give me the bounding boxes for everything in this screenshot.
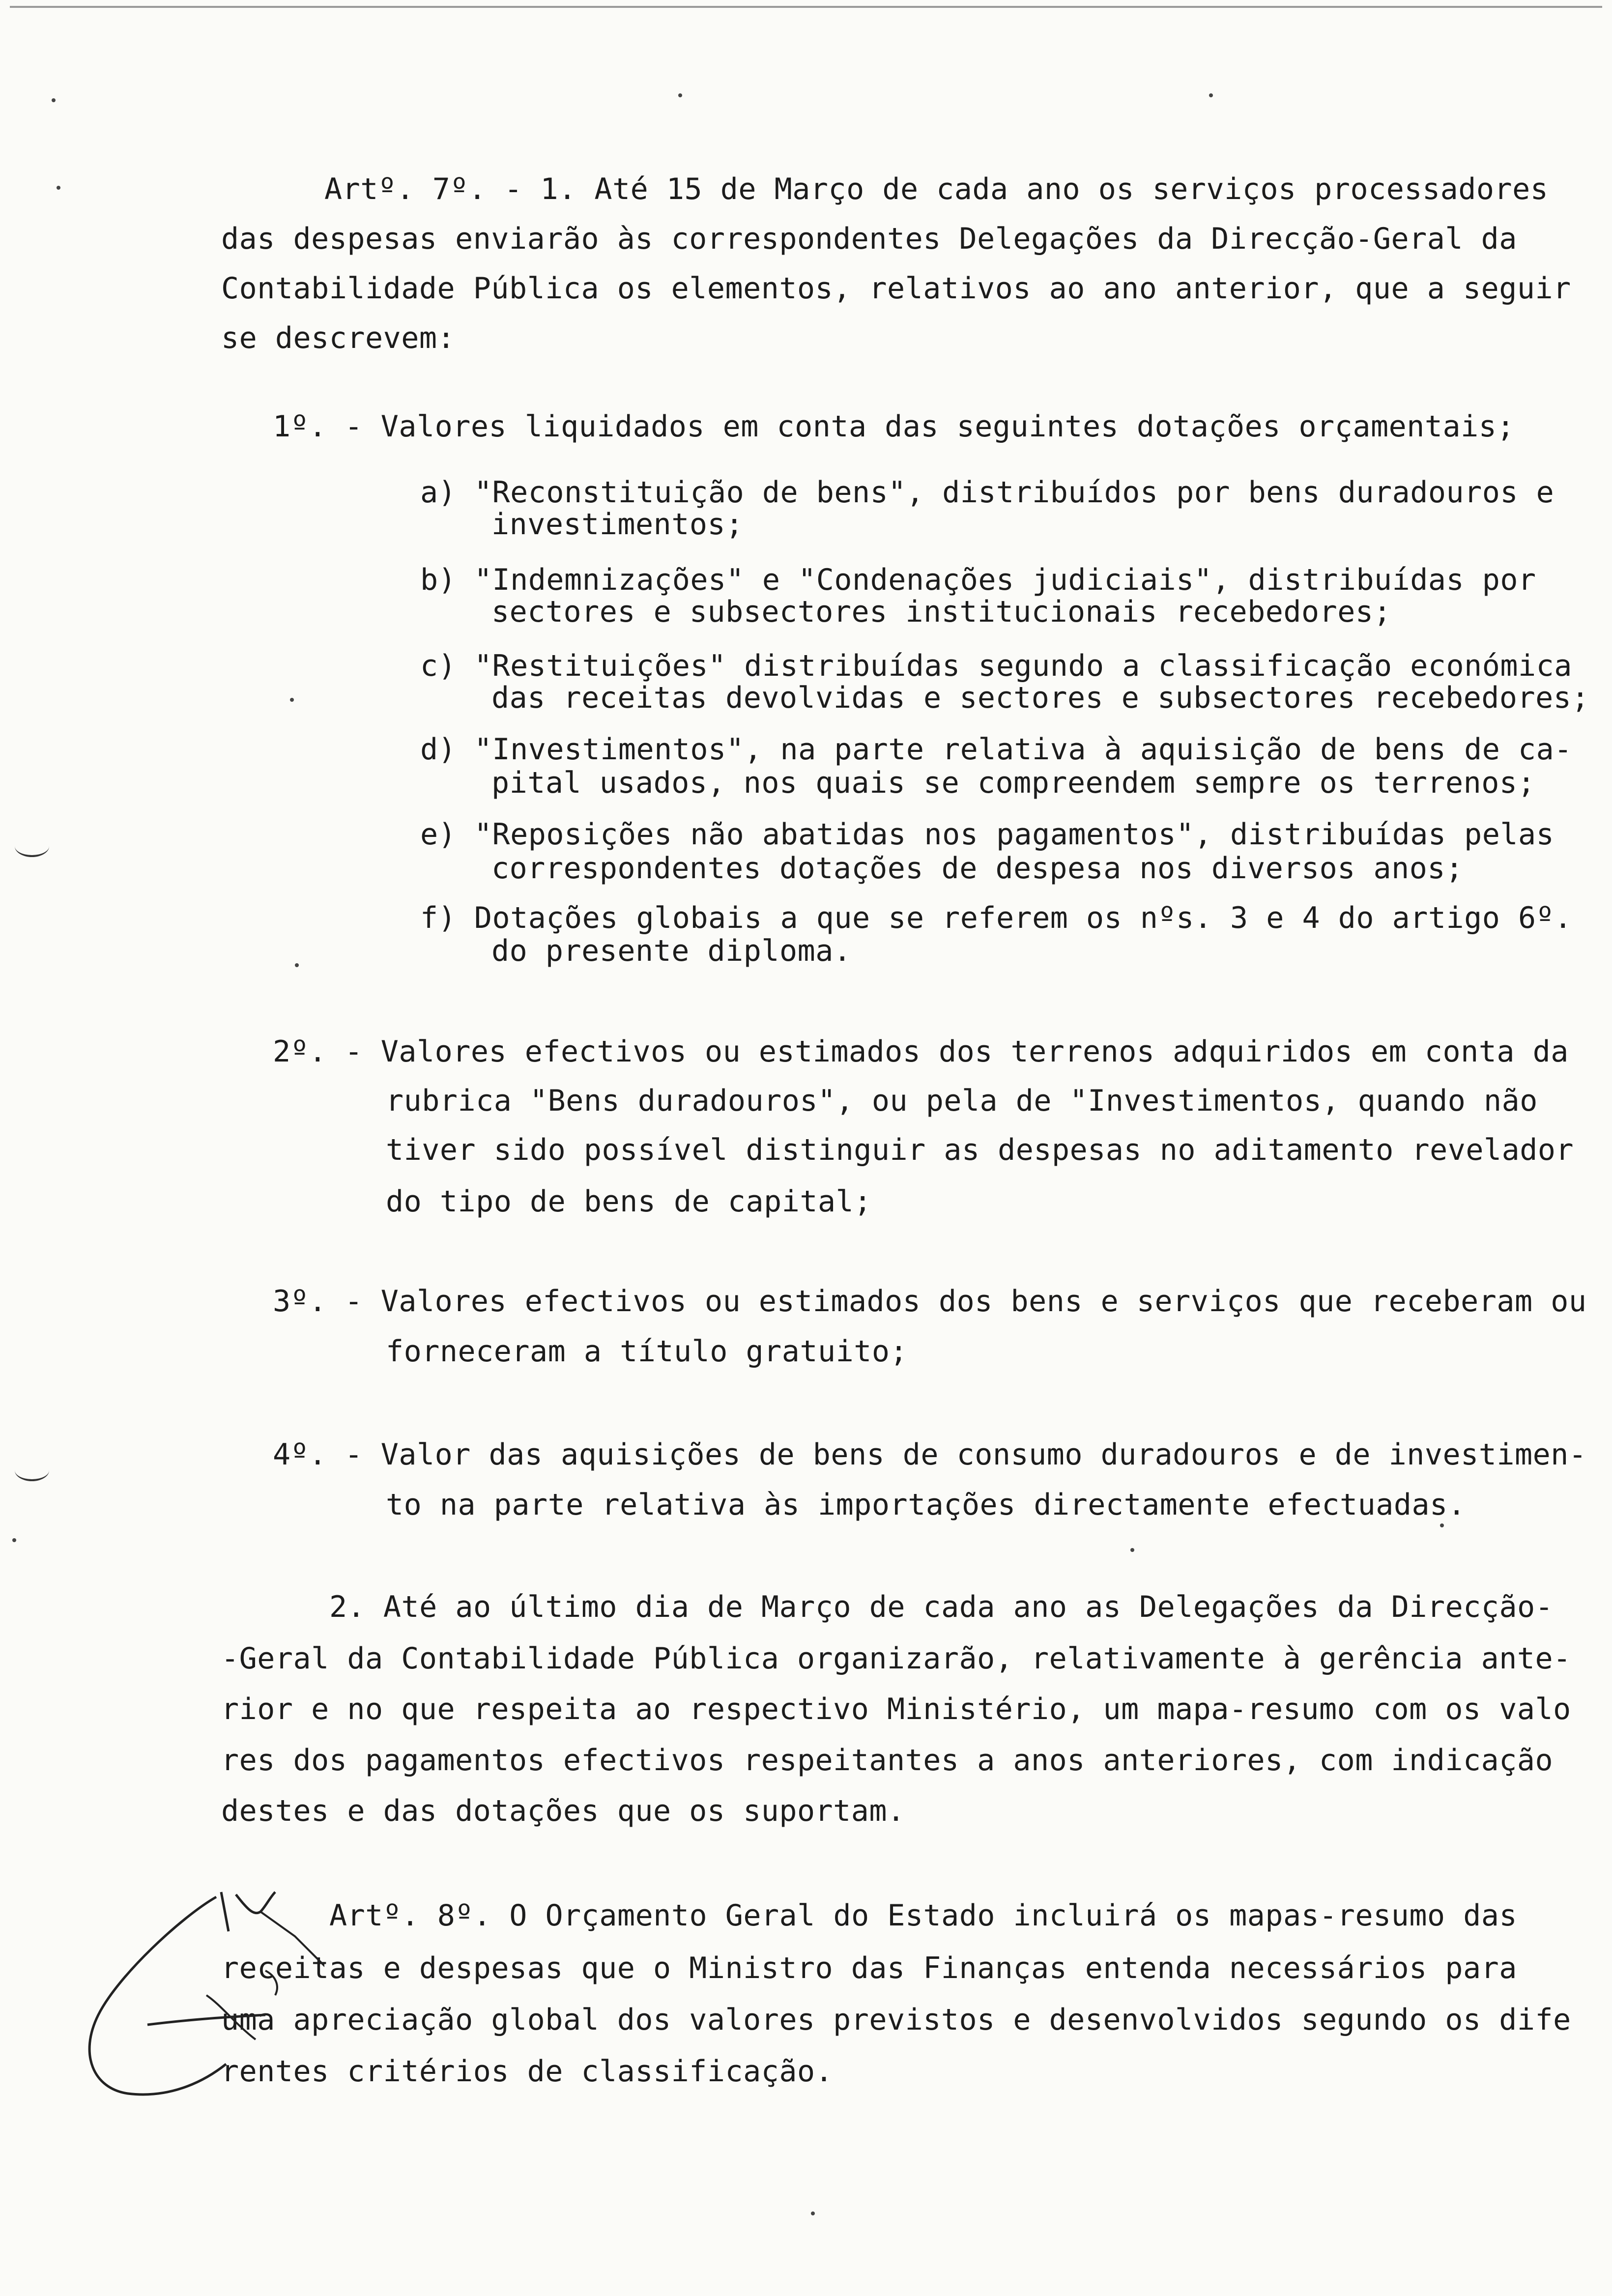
item-3-line-1: 3º. - Valores efectivos ou estimados dos bens e serviços que receberam ou: [273, 1284, 1587, 1319]
top-rule: [10, 6, 1602, 8]
subitem-f-line-2: do presente diploma.: [491, 934, 852, 968]
scan-speck: [57, 186, 60, 190]
margin-mark: [15, 1460, 49, 1481]
para-2-line-2: -Geral da Contabilidade Pública organizarão, relativamente à gerência ante-: [221, 1641, 1571, 1676]
item-4-line-1: 4º. - Valor das aquisições de bens de consumo duradouros e de investimen-: [273, 1437, 1587, 1472]
item-2-line-1: 2º. - Valores efectivos ou estimados dos terrenos adquiridos em conta da: [273, 1034, 1569, 1069]
scan-speck: [295, 963, 299, 967]
art8-line-4: rentes critérios de classificação.: [221, 2054, 834, 2089]
item-2-line-2: rubrica "Bens duradouros", ou pela de "Investimentos, quando não: [386, 1084, 1538, 1118]
art8-line-1: Artº. 8º. O Orçamento Geral do Estado incluirá os mapas-resumo das: [329, 1898, 1518, 1933]
scan-speck: [290, 698, 294, 702]
scan-speck: [811, 2211, 815, 2215]
para-2-line-3: rior e no que respeita ao respectivo Ministério, um mapa-resumo com os valo: [221, 1692, 1571, 1726]
item-2-line-4: do tipo de bens de capital;: [386, 1184, 872, 1219]
art7-intro-line-3: Contabilidade Pública os elementos, relativos ao ano anterior, que a seguir: [221, 271, 1571, 306]
subitem-e-line-2: correspondentes dotações de despesa nos diversos anos;: [491, 851, 1464, 886]
scan-speck: [678, 93, 682, 97]
scan-speck: [12, 1538, 16, 1542]
art8-line-3: uma apreciação global dos valores previstos e desenvolvidos segundo os dife: [221, 2003, 1571, 2037]
subitem-a-line-2: investimentos;: [491, 507, 744, 542]
subitem-f-line-1: f) Dotações globais a que se referem os nºs. 3 e 4 do artigo 6º.: [420, 901, 1572, 935]
scan-speck: [1130, 1548, 1134, 1552]
art7-intro-line-4: se descrevem:: [221, 321, 456, 355]
scan-speck: [1209, 93, 1213, 97]
item-1-line: 1º. - Valores liquidados em conta das seguintes dotações orçamentais;: [273, 409, 1515, 444]
subitem-c-line-1: c) "Restituições" distribuídas segundo a classificação económica: [420, 649, 1572, 683]
para-2-line-1: 2. Até ao último dia de Março de cada ano as Delegações da Direcção-: [329, 1590, 1554, 1624]
para-2-line-4: res dos pagamentos efectivos respeitantes a anos anteriores, com indicação: [221, 1743, 1554, 1778]
subitem-c-line-2: das receitas devolvidas e sectores e subsectores recebedores;: [491, 681, 1590, 715]
handwritten-signature-icon: [59, 1877, 324, 2113]
subitem-b-line-1: b) "Indemnizações" e "Condenações judiciais", distribuídas por: [420, 563, 1536, 597]
item-3-line-2: forneceram a título gratuito;: [386, 1334, 908, 1369]
margin-mark: [15, 835, 49, 857]
art8-line-2: receitas e despesas que o Ministro das Finanças entenda necessários para: [221, 1951, 1517, 1985]
subitem-a-line-1: a) "Reconstituição de bens", distribuídos por bens duradouros e: [420, 475, 1554, 510]
subitem-d-line-1: d) "Investimentos", na parte relativa à aquisição de bens de ca-: [420, 732, 1572, 767]
subitem-e-line-1: e) "Reposições não abatidas nos pagamentos", distribuídas pelas: [420, 817, 1554, 852]
para-2-line-5: destes e das dotações que os suportam.: [221, 1794, 905, 1828]
scan-speck: [1440, 1523, 1444, 1527]
item-4-line-2: to na parte relativa às importações directamente efectuadas.: [386, 1488, 1466, 1522]
scan-speck: [52, 98, 56, 102]
item-2-line-3: tiver sido possível distinguir as despesas no aditamento revelador: [386, 1133, 1574, 1167]
subitem-b-line-2: sectores e subsectores institucionais recebedores;: [491, 595, 1392, 629]
art7-intro-line-2: das despesas enviarão às correspondentes Delegações da Direcção-Geral da: [221, 222, 1517, 256]
art7-intro-line-1: Artº. 7º. - 1. Até 15 de Março de cada ano os serviços processadores: [324, 172, 1549, 206]
subitem-d-line-2: pital usados, nos quais se compreendem sempre os terrenos;: [491, 766, 1536, 800]
